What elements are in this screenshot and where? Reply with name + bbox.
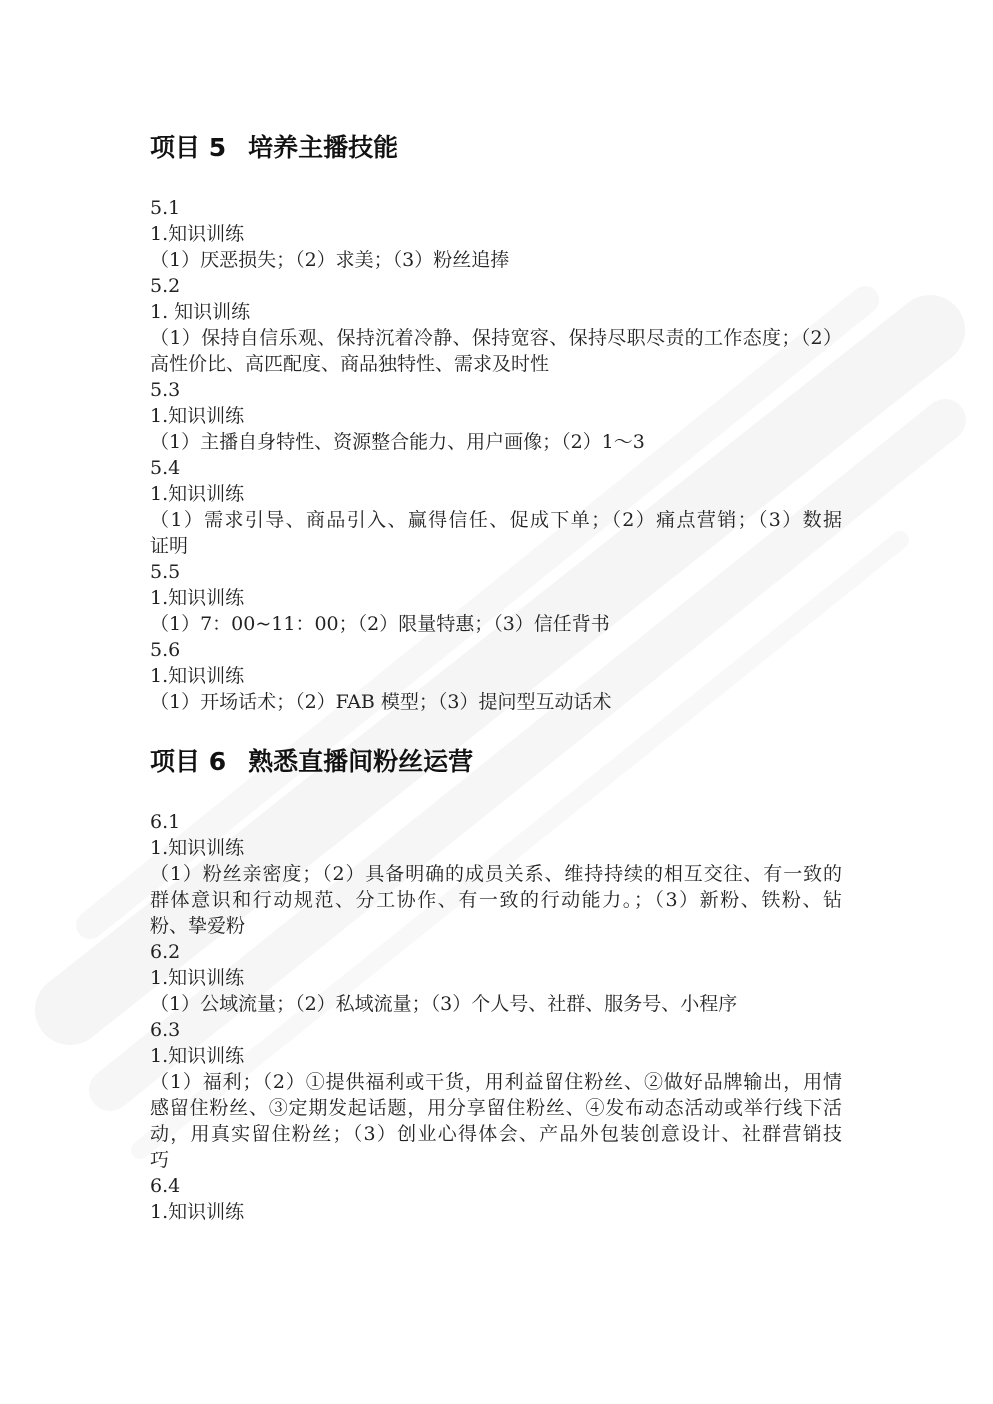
section-number: 5.1 [150,197,181,219]
answer-line: 群体意识和行动规范、分工协作、有一致的行动能力。；（3）新粉、铁粉、钻 [150,889,842,911]
section-number: 5.4 [150,457,181,479]
answer-line: 动，用真实留住粉丝；（3）创业心得体会、产品外包装创意设计、社群营销技 [150,1123,842,1145]
answer-line: 感留住粉丝、③定期发起话题，用分享留住粉丝、④发布动态活动或举行线下活 [150,1097,842,1119]
exercise-label: 1.知识训练 [150,483,245,505]
section-number: 6.1 [150,811,181,833]
section-number: 5.2 [150,275,181,297]
answer-line: （1）主播自身特性、资源整合能力、用户画像；（2）1～3 [150,431,645,453]
section-number: 5.3 [150,379,181,401]
answer-line: 巧 [150,1149,170,1171]
answer-line: （1）福利；（2）①提供福利或干货，用利益留住粉丝、②做好品牌输出，用情 [150,1071,842,1093]
exercise-label: 1.知识训练 [150,967,245,989]
answer-line: （1）开场话术；（2）FAB 模型；（3）提问型互动话术 [150,691,612,713]
project-heading [150,744,842,780]
project-number: 项目 5 [150,133,227,162]
exercise-label: 1. 知识训练 [150,301,251,323]
project-heading [150,130,842,166]
answer-line: （1）粉丝亲密度；（2）具备明确的成员关系、维持持续的相互交往、有一致的 [150,863,842,885]
section-number: 6.4 [150,1175,181,1197]
exercise-label: 1.知识训练 [150,837,245,859]
exercise-label: 1.知识训练 [150,405,245,427]
answer-line: （1）7：00~11：00；（2）限量特惠；（3）信任背书 [150,613,610,635]
answer-line: （1）厌恶损失；（2）求美；（3）粉丝追捧 [150,249,510,271]
exercise-label: 1.知识训练 [150,223,245,245]
answer-line: （1）保持自信乐观、保持沉着冷静、保持宽容、保持尽职尽责的工作态度；（2） [150,327,842,349]
answer-line: 高性价比、高匹配度、商品独特性、需求及时性 [150,353,550,375]
section-number: 5.5 [150,561,181,583]
answer-line: （1）需求引导、商品引入、赢得信任、促成下单；（2）痛点营销；（3）数据 [150,509,842,531]
project-number: 项目 6 [150,747,227,776]
answer-content [150,130,842,1225]
exercise-label: 1.知识训练 [150,1201,245,1223]
exercise-label: 1.知识训练 [150,587,245,609]
section-number: 6.3 [150,1019,181,1041]
exercise-label: 1.知识训练 [150,1045,245,1067]
answer-line: 粉、挚爱粉 [150,915,246,937]
section-number: 6.2 [150,941,181,963]
project-title: 熟悉直播间粉丝运营 [248,747,474,776]
project-title: 培养主播技能 [248,133,399,162]
answer-line: 证明 [150,535,189,557]
exercise-label: 1.知识训练 [150,665,245,687]
answer-line: （1）公域流量；（2）私域流量；（3）个人号、社群、服务号、小程序 [150,993,738,1015]
section-number: 5.6 [150,639,181,661]
